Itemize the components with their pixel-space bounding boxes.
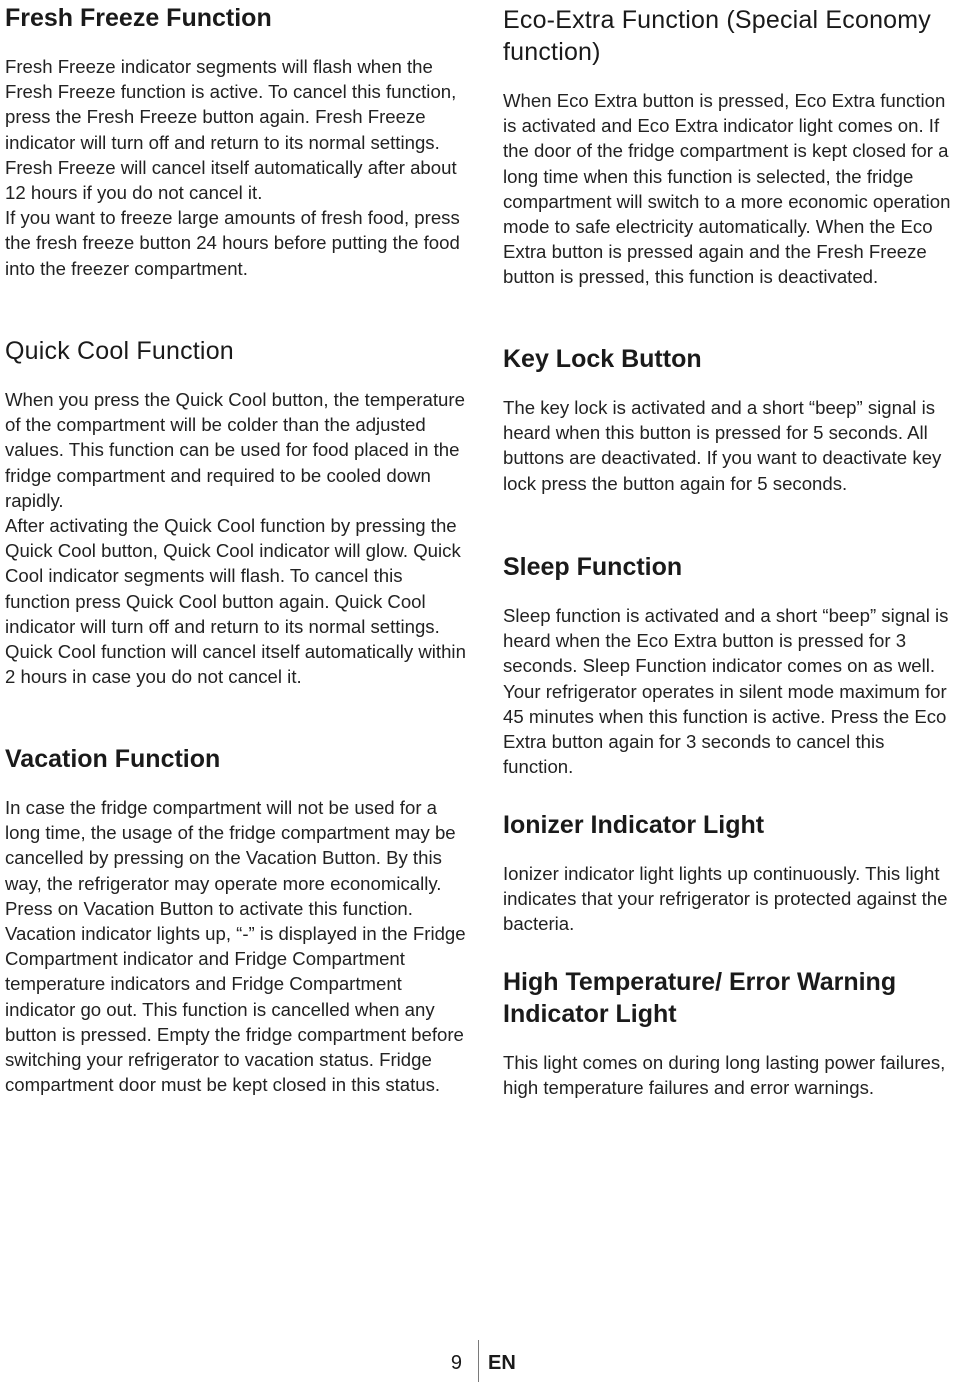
fresh-freeze-heading: Fresh Freeze Function xyxy=(5,4,272,32)
vacation-paragraph-1: In case the fridge compartment will not be used for a long time, the usage of the fridge compartment may be cancelled by pressing on the Vacation Button. By this way, the refrigerator may operate more economically. Press on Vacation Button to activate this function. Vacation indicator lights up, “-” is displayed in the Fridge Compartment indicator and Fridge Compartment temperature indicators and Fridge Compartment indicator go out. This function is cancelled when any button is pressed. Empty the fridge compartment before switching your refrigerator to vacation status. Fridge compartment door must be kept closed in this status. xyxy=(5,797,466,1096)
high-temp-section xyxy=(503,966,958,1100)
key-lock-section xyxy=(503,343,958,496)
vacation-body xyxy=(5,795,470,1097)
language-label: EN xyxy=(488,1352,516,1374)
fresh-freeze-section xyxy=(5,2,470,281)
page-number: 9 xyxy=(450,1352,462,1374)
ionizer-paragraph-1: Ionizer indicator light lights up continuously. This light indicates that your refrigerator is protected against the bacteria. xyxy=(503,863,948,935)
ionizer-section xyxy=(503,809,958,937)
eco-extra-body xyxy=(503,88,958,290)
high-temp-body xyxy=(503,1050,958,1100)
sleep-body xyxy=(503,603,958,779)
fresh-freeze-body xyxy=(5,54,470,281)
quick-cool-paragraph-2: After activating the Quick Cool function by pressing the Quick Cool button, Quick Cool indicator will glow. Quick Cool indicator segments will flash. To cancel this function press Quick Cool button again. Quick Cool indicator will turn off and return to its normal settings. Quick Cool function will cancel itself automatically within 2 hours in case you do not cancel it. xyxy=(5,515,466,688)
vacation-section xyxy=(5,743,470,1097)
high-temp-heading: High Temperature/ Error Warning Indicator Light xyxy=(503,968,897,1028)
fresh-freeze-paragraph-2: If you want to freeze large amounts of fresh food, press the fresh freeze button 24 hours before putting the food into the freezer compartment. xyxy=(5,207,460,279)
eco-extra-paragraph-1: When Eco Extra button is pressed, Eco Extra function is activated and Eco Extra indicator light comes on. If the door of the fridge compartment is kept closed for a long time when this function is selected, the fridge compartment will switch to a more economic operation mode to safe electricity automatically. When the Eco Extra button is pressed again and the Fresh Freeze button is pressed, this function is deactivated. xyxy=(503,90,951,288)
ionizer-body xyxy=(503,861,958,937)
quick-cool-body xyxy=(5,387,470,689)
page-footer xyxy=(0,1340,960,1390)
quick-cool-heading: Quick Cool Function xyxy=(5,337,234,365)
sleep-section xyxy=(503,551,958,779)
eco-extra-section xyxy=(503,4,958,290)
key-lock-heading: Key Lock Button xyxy=(503,345,702,373)
sleep-paragraph-1: Sleep function is activated and a short “beep” signal is heard when the Eco Extra button is pressed for 3 seconds. Sleep Function indicator comes on as well. Your refrigerator operates in silent mode maximum for 45 minutes when this function is active. Press the Eco Extra button again for 3 seconds to cancel this function. xyxy=(503,605,949,778)
key-lock-paragraph-1: The key lock is activated and a short “beep” signal is heard when this button is pressed for 5 seconds. All buttons are deactivated. If you want to deactivate key lock press the button again for 5 seconds. xyxy=(503,397,942,494)
ionizer-heading: Ionizer Indicator Light xyxy=(503,811,765,839)
vacation-heading: Vacation Function xyxy=(5,745,221,773)
footer-divider xyxy=(478,1340,479,1382)
quick-cool-section xyxy=(5,335,470,689)
fresh-freeze-paragraph-1: Fresh Freeze indicator segments will flash when the Fresh Freeze function is active. To cancel this function, press the Fresh Freeze button again. Fresh Freeze indicator will turn off and return to its normal settings. Fresh Freeze will cancel itself automatically after about 12 hours if you do not cancel it. xyxy=(5,56,457,204)
key-lock-body xyxy=(503,395,958,496)
high-temp-paragraph-1: This light comes on during long lasting power failures, high temperature failures and error warnings. xyxy=(503,1052,946,1099)
sleep-heading: Sleep Function xyxy=(503,553,683,581)
quick-cool-paragraph-1: When you press the Quick Cool button, the temperature of the compartment will be colder than the adjusted values. This function can be used for food placed in the fridge compartment and required to be cooled down rapidly. xyxy=(5,389,465,511)
eco-extra-heading: Eco-Extra Function (Special Economy function) xyxy=(503,6,932,66)
